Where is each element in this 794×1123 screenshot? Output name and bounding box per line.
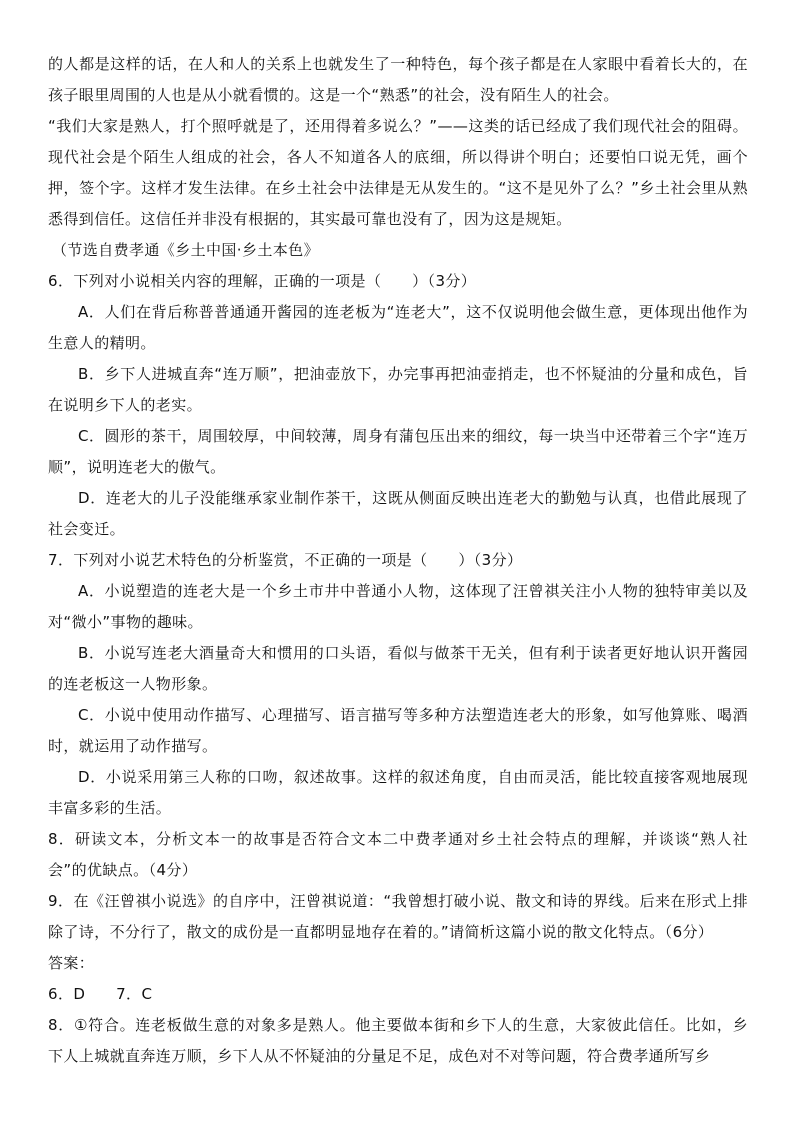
option-c: C．小说中使用动作描写、心理描写、语言描写等多种方法塑造连老大的形象，如写他算账、喝酒时，就运用了动作描写。 <box>48 706 748 755</box>
answers-choice-line: 6．D 7．C <box>48 985 153 1003</box>
question-stem: 7．下列对小说艺术特色的分析鉴赏，不正确的一项是（ ）（3分） <box>48 551 523 569</box>
option-d: D．连老大的儿子没能继承家业制作茶干，这既从侧面反映出连老大的勤勉与认真，也借此展现了社会变迁。 <box>48 489 748 538</box>
document-page <box>48 49 748 1072</box>
option-b: B．乡下人进城直奔“连万顺”，把油壶放下，办完事再把油壶捎走，也不怀疑油的分量和成色，旨在说明乡下人的老实。 <box>48 365 748 414</box>
passage-source: （节选自费孝通《乡土中国·乡土本色》 <box>52 241 319 259</box>
option-a: A．人们在背后称普普通通开酱园的连老板为“连老大”，这不仅说明他会做生意，更体现出他作为生意人的精明。 <box>48 303 748 352</box>
question-stem: 6．下列对小说相关内容的理解，正确的一项是（ ）（3分） <box>48 272 477 290</box>
passage-paragraph: “我们大家是熟人，打个照呼就是了，还用得着多说么？”——这类的话已经成了我们现代社会的阻碍。现代社会是个陌生人组成的社会，各人不知道各人的底细，所以得讲个明白；还要怕口说无凭，画个押，签个字。这样才发生法律。在乡土社会中法律是无从发生的。“这不是见外了么？”乡土社会里从熟悉得到信任。这信任并非没有根据的，其实最可靠也没有了，因为这是规矩。 <box>48 117 748 228</box>
option-d: D．小说采用第三人称的口吻，叙述故事。这样的叙述角度，自由而灵活，能比较直接客观地展现丰富多彩的生活。 <box>48 768 748 817</box>
option-b: B．小说写连老大酒量奇大和惯用的口头语，看似与做茶干无关，但有利于读者更好地认识开酱园的连老板这一人物形象。 <box>48 644 748 693</box>
question-stem: 8．研读文本，分析文本一的故事是否符合文本二中费孝通对乡土社会特点的理解，并谈谈“熟人社会”的优缺点。（4分） <box>48 830 748 879</box>
answers-heading: 答案： <box>48 954 95 972</box>
question-stem: 9．在《汪曾祺小说选》的自序中，汪曾祺说道：“我曾想打破小说、散文和诗的界线。后来在形式上排除了诗，不分行了，散文的成份是一直都明显地存在着的。”请简析这篇小说的散文化特点。（6分） <box>48 892 748 941</box>
option-a: A．小说塑造的连老大是一个乡土市井中普通小人物，这体现了汪曾祺关注小人物的独特审美以及对“微小”事物的趣味。 <box>48 582 748 631</box>
answer-q8: 8．①符合。连老板做生意的对象多是熟人。他主要做本街和乡下人的生意，大家彼此信任。比如，乡下人上城就直奔连万顺，乡下人从不怀疑油的分量足不足，成色对不对等问题，符合费孝通所写乡 <box>48 1016 748 1065</box>
option-c: C．圆形的茶干，周围较厚，中间较薄，周身有蒲包压出来的细纹，每一块当中还带着三个字“连万顺”，说明连老大的傲气。 <box>48 427 748 476</box>
passage-paragraph: 的人都是这样的话，在人和人的关系上也就发生了一种特色，每个孩子都是在人家眼中看着长大的，在孩子眼里周围的人也是从小就看惯的。这是一个“熟悉”的社会，没有陌生人的社会。 <box>48 55 748 104</box>
